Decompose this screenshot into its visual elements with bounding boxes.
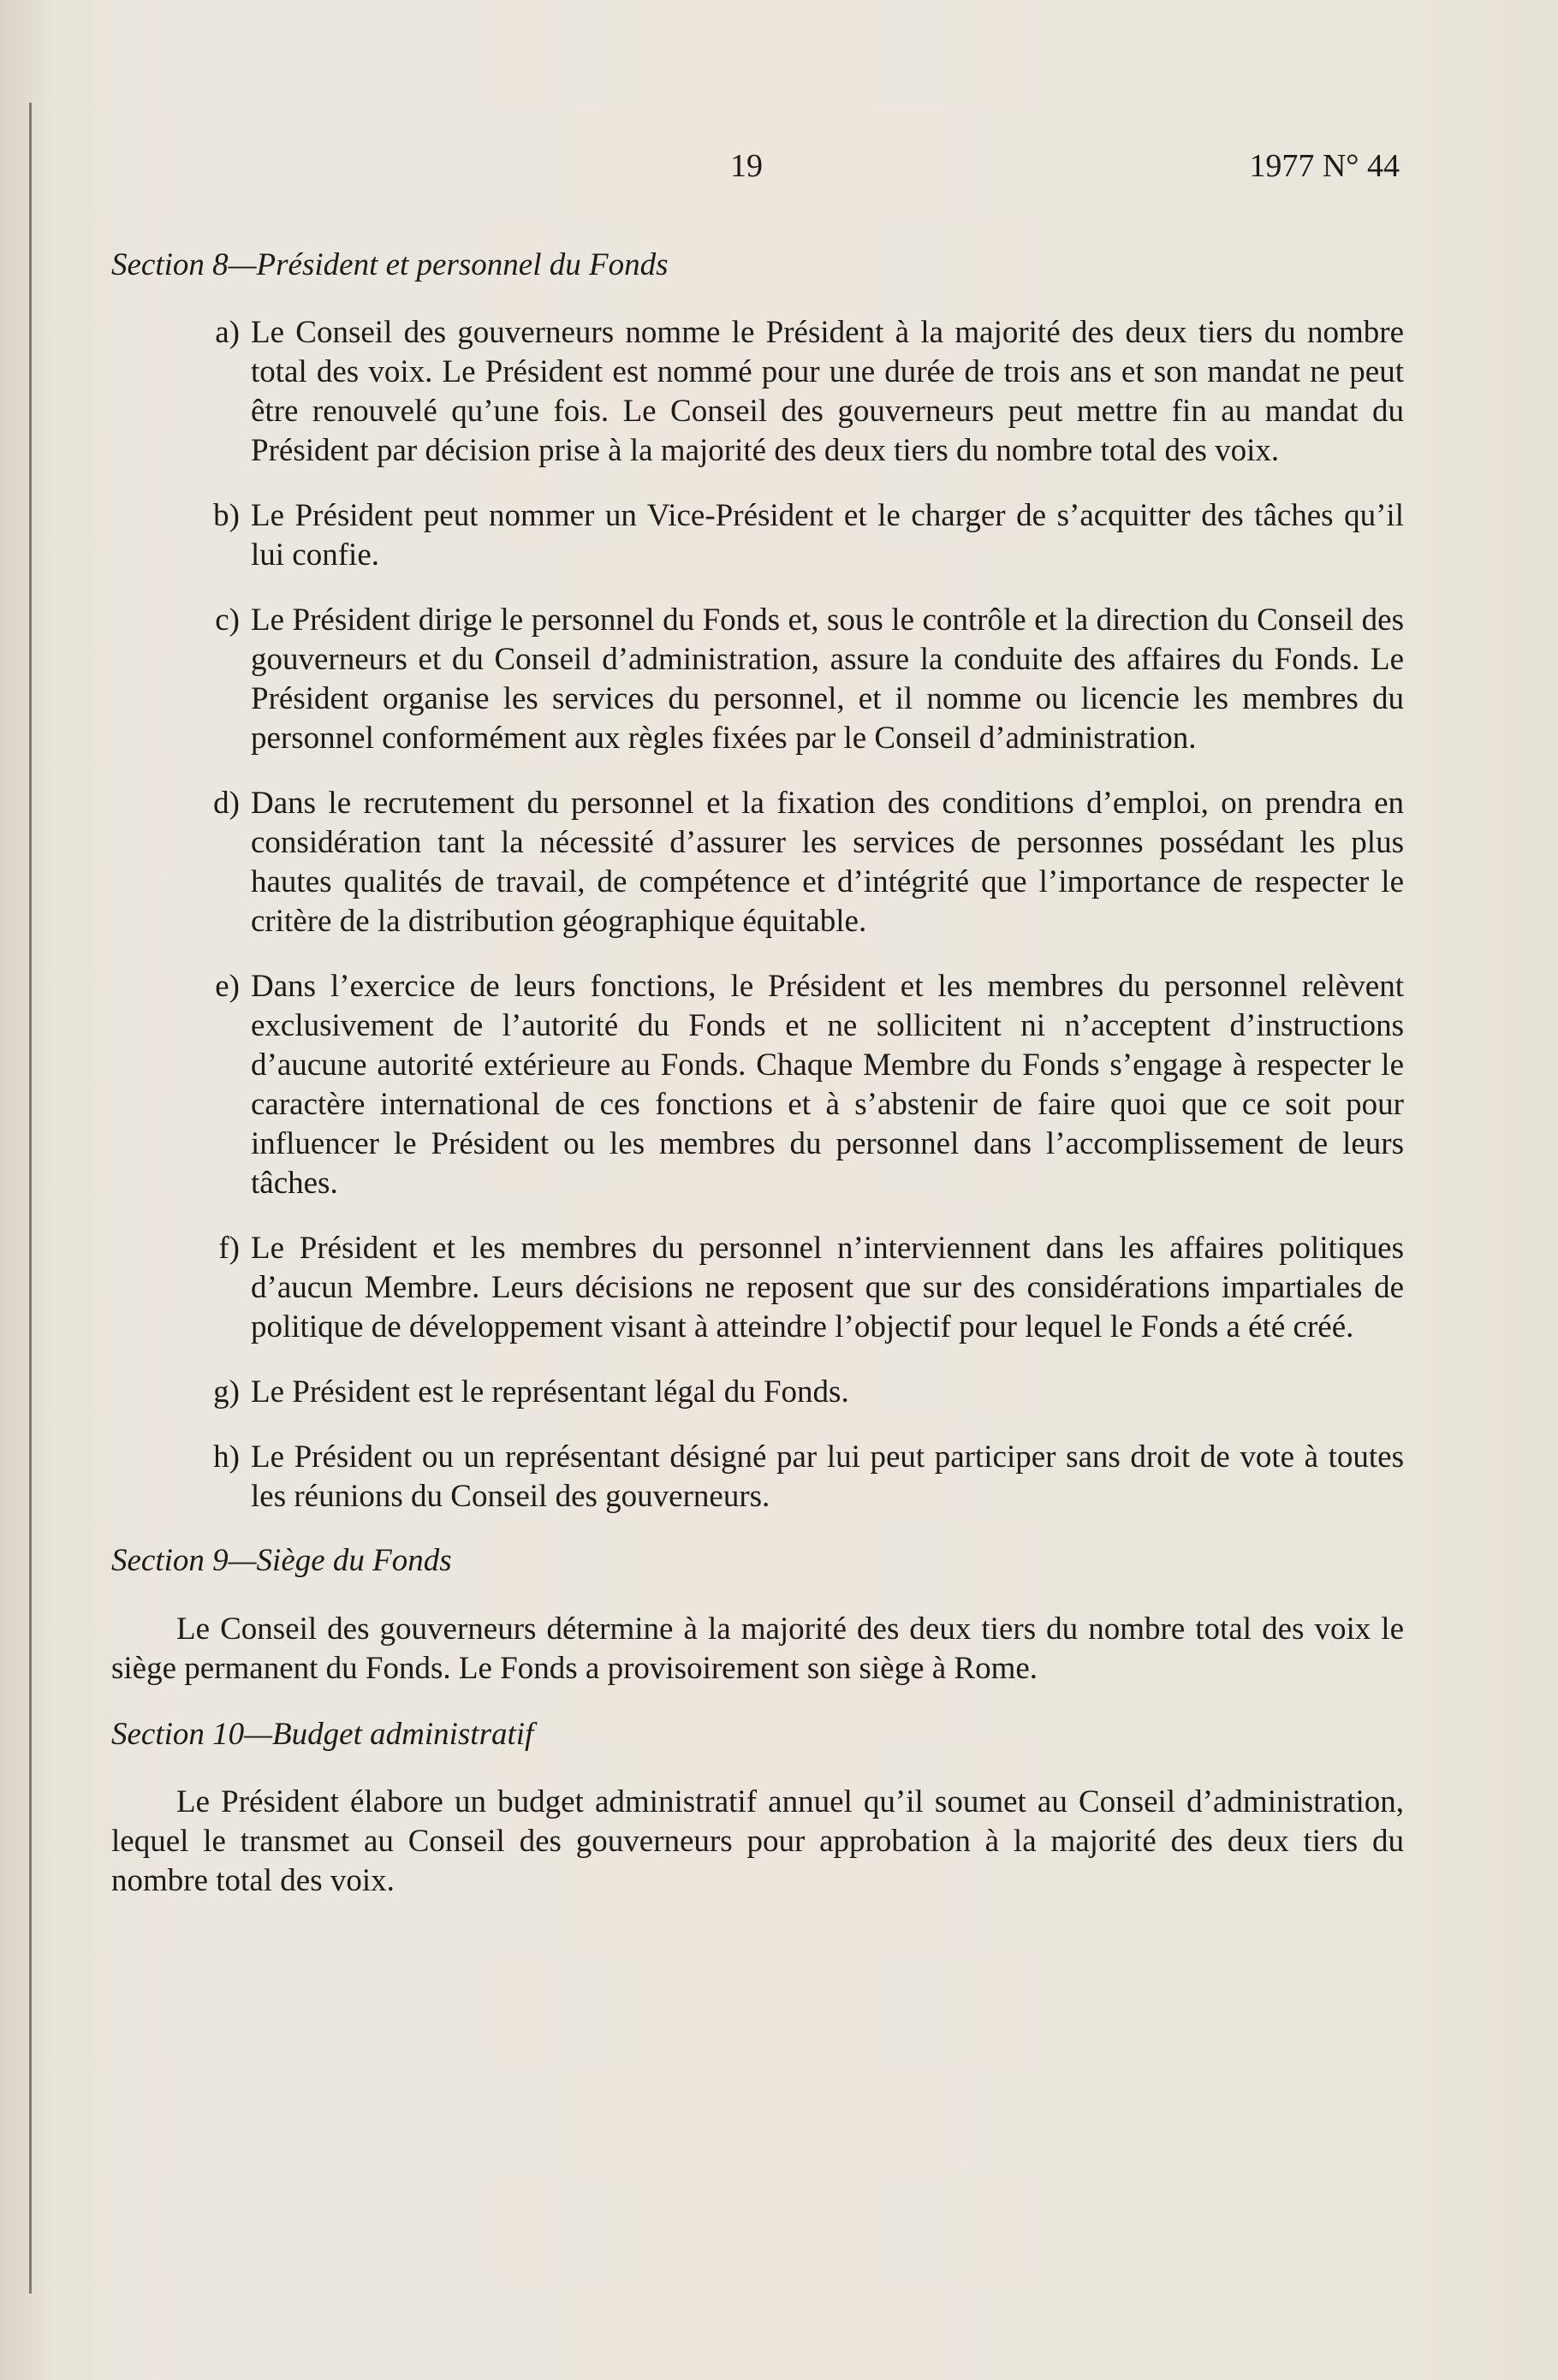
item-text: Le Président dirige le personnel du Fonds et, sous le contrôle et la direction du Conseil des gouverneurs et du Conseil d’administration, assure la conduite des affaires du Fonds. Le Président organise les services du personnel, et il nomme ou licencie les membres du personnel conformément aux règles fixées par le Conseil d’administration.: [251, 602, 1404, 757]
section-9-paragraph: Le Conseil des gouverneurs détermine à la majorité des deux tiers du nombre total des voix le siège permanent du Fonds. Le Fonds a provisoirement son siège à Rome.: [111, 1611, 1404, 1686]
list-item: [111, 313, 1404, 471]
section-8-title: Section 8—Président et personnel du Fonds: [111, 247, 669, 282]
item-text: Le Président et les membres du personnel n’interviennent dans les affaires politiques d’aucun Membre. Leurs décisions ne reposent que sur des considérations impartiales de politique de développement visant à atteindre l’objectif pour lequel le Fonds a été créé.: [251, 1231, 1404, 1345]
item-text: Le Conseil des gouverneurs nomme le Président à la majorité des deux tiers du nombre total des voix. Le Président est nommé pour une durée de trois ans et son mandat ne peut être renouvelé qu’une fois. Le Conseil des gouverneurs peut mettre fin au mandat du Président par décision prise à la majorité des deux tiers du nombre total des voix.: [251, 315, 1404, 469]
item-label: a): [215, 315, 240, 351]
item-label: f): [218, 1231, 240, 1267]
item-text: Dans le recrutement du personnel et la fixation des conditions d’emploi, on prendra en considération tant la nécessité d’assurer les services de personnes possédant les plus hautes qualités de travail, de compétence et d’intégrité que l’importance de respecter le critère de la distribution géographique équitable.: [251, 786, 1404, 940]
list-item: [111, 784, 1404, 941]
binding-edge: [29, 103, 35, 2294]
list-item: [111, 496, 1404, 575]
item-label: b): [213, 498, 240, 534]
item-text: Le Président ou un représentant désigné par lui peut participer sans droit de vote à toutes les réunions du Conseil des gouverneurs.: [251, 1439, 1404, 1515]
list-item: [111, 967, 1404, 1203]
section-10-paragraph: Le Président élabore un budget administratif annuel qu’il soumet au Conseil d’administration, lequel le transmet au Conseil des gouverneurs pour approbation à la majorité des deux tiers du nombre total des voix.: [111, 1784, 1404, 1899]
page-content: [111, 246, 1404, 1928]
list-item: [111, 1438, 1404, 1516]
page-header: [111, 147, 1400, 199]
section-9-title: Section 9—Siège du Fonds: [111, 1543, 452, 1579]
list-item: [111, 1229, 1404, 1347]
list-item: [111, 601, 1404, 758]
item-text: Le Président est le représentant légal du Fonds.: [251, 1374, 849, 1410]
item-label: e): [215, 969, 240, 1005]
section-10-title: Section 10—Budget administratif: [111, 1716, 534, 1752]
item-text: Le Président peut nommer un Vice-Président et le charger de s’acquitter des tâches qu’il lui confie.: [251, 498, 1404, 573]
document-reference: 1977 N° 44: [1249, 148, 1400, 184]
item-label: h): [213, 1439, 240, 1475]
item-label: c): [215, 602, 240, 638]
item-label: g): [213, 1374, 240, 1410]
list-item: [111, 1373, 1404, 1412]
item-label: d): [213, 786, 240, 822]
page-number: 19: [730, 148, 763, 184]
item-text: Dans l’exercice de leurs fonctions, le Président et les membres du personnel relèvent exclusivement de l’autorité du Fonds et ne sollicitent ni n’acceptent d’instructions d’aucune autorité extérieure au Fonds. Chaque Membre du Fonds s’engage à respecter le caractère international de ces fonctions et à s’abstenir de faire quoi que ce soit pour influencer le Président ou les membres du personnel dans l’accomplissement de leurs tâches.: [251, 969, 1404, 1202]
